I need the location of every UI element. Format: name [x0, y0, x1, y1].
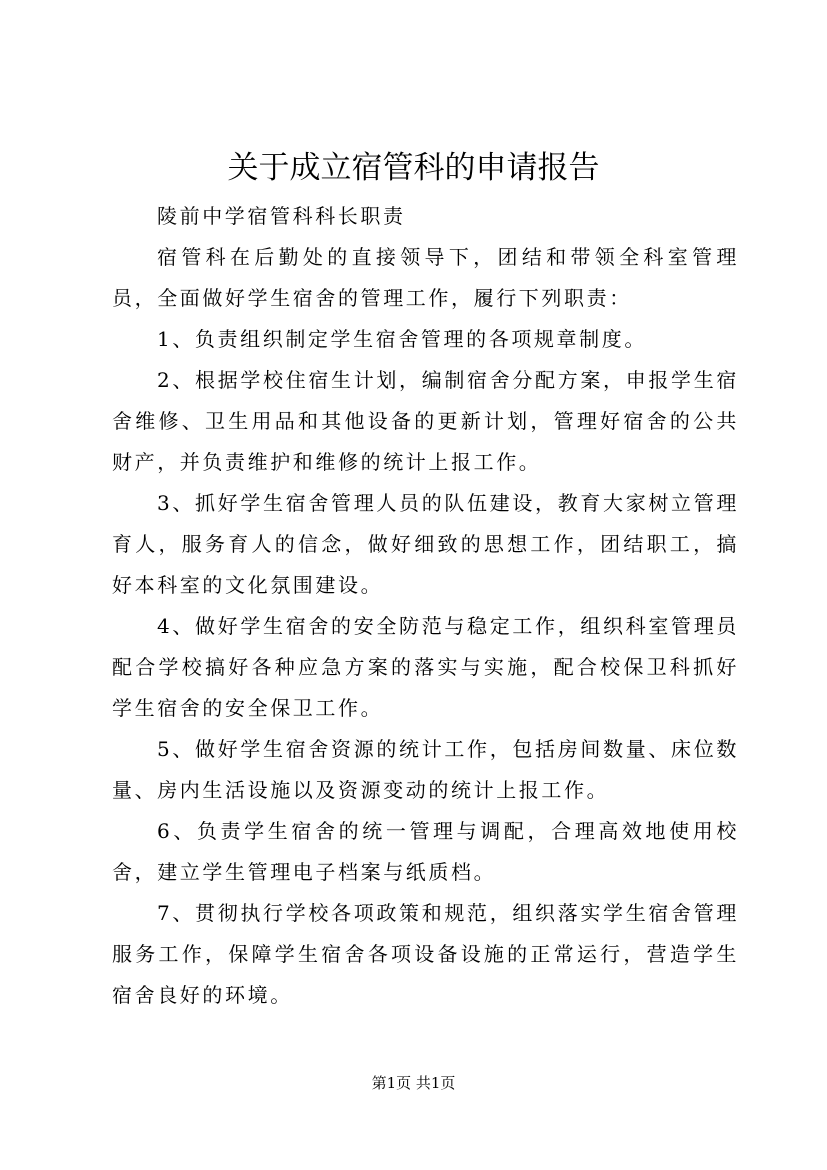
duty-item-1: 1、负责组织制定学生宿舍管理的各项规章制度。 [157, 327, 647, 351]
duty-item-4: 4、做好学生宿舍的安全防范与稳定工作，组织科室管理员配合学校搞好各种应急方案的落实与实施，配合校保卫科抓好学生宿舍的安全保卫工作。 [112, 614, 739, 720]
document-body [112, 196, 739, 1016]
duty-item-7: 7、贯彻执行学校各项政策和规范，组织落实学生宿舍管理服务工作，保障学生宿舍各项设备设施的正常运行，营造学生宿舍良好的环境。 [112, 901, 739, 1007]
page-number-footer: 第1页 共1页 [371, 1074, 456, 1092]
duty-item-6: 6、负责学生宿舍的统一管理与调配，合理高效地使用校舍，建立学生管理电子档案与纸质档。 [112, 819, 739, 884]
duty-item-3: 3、抓好学生宿舍管理人员的队伍建设，教育大家树立管理育人，服务育人的信念，做好细致的思想工作，团结职工，搞好本科室的文化氛围建设。 [112, 491, 739, 597]
intro-paragraph: 宿管科在后勤处的直接领导下，团结和带领全科室管理员，全面做好学生宿舍的管理工作，履行下列职责： [112, 245, 739, 310]
duty-item-5: 5、做好学生宿舍资源的统计工作，包括房间数量、床位数量、房内生活设施以及资源变动的统计上报工作。 [112, 737, 739, 802]
subtitle-paragraph: 陵前中学宿管科科长职责 [157, 204, 406, 228]
document-title: 关于成立宿管科的申请报告 [227, 150, 600, 186]
duty-item-2: 2、根据学校住宿生计划，编制宿舍分配方案，申报学生宿舍维修、卫生用品和其他设备的更新计划，管理好宿舍的公共财产，并负责维护和维修的统计上报工作。 [112, 368, 739, 474]
